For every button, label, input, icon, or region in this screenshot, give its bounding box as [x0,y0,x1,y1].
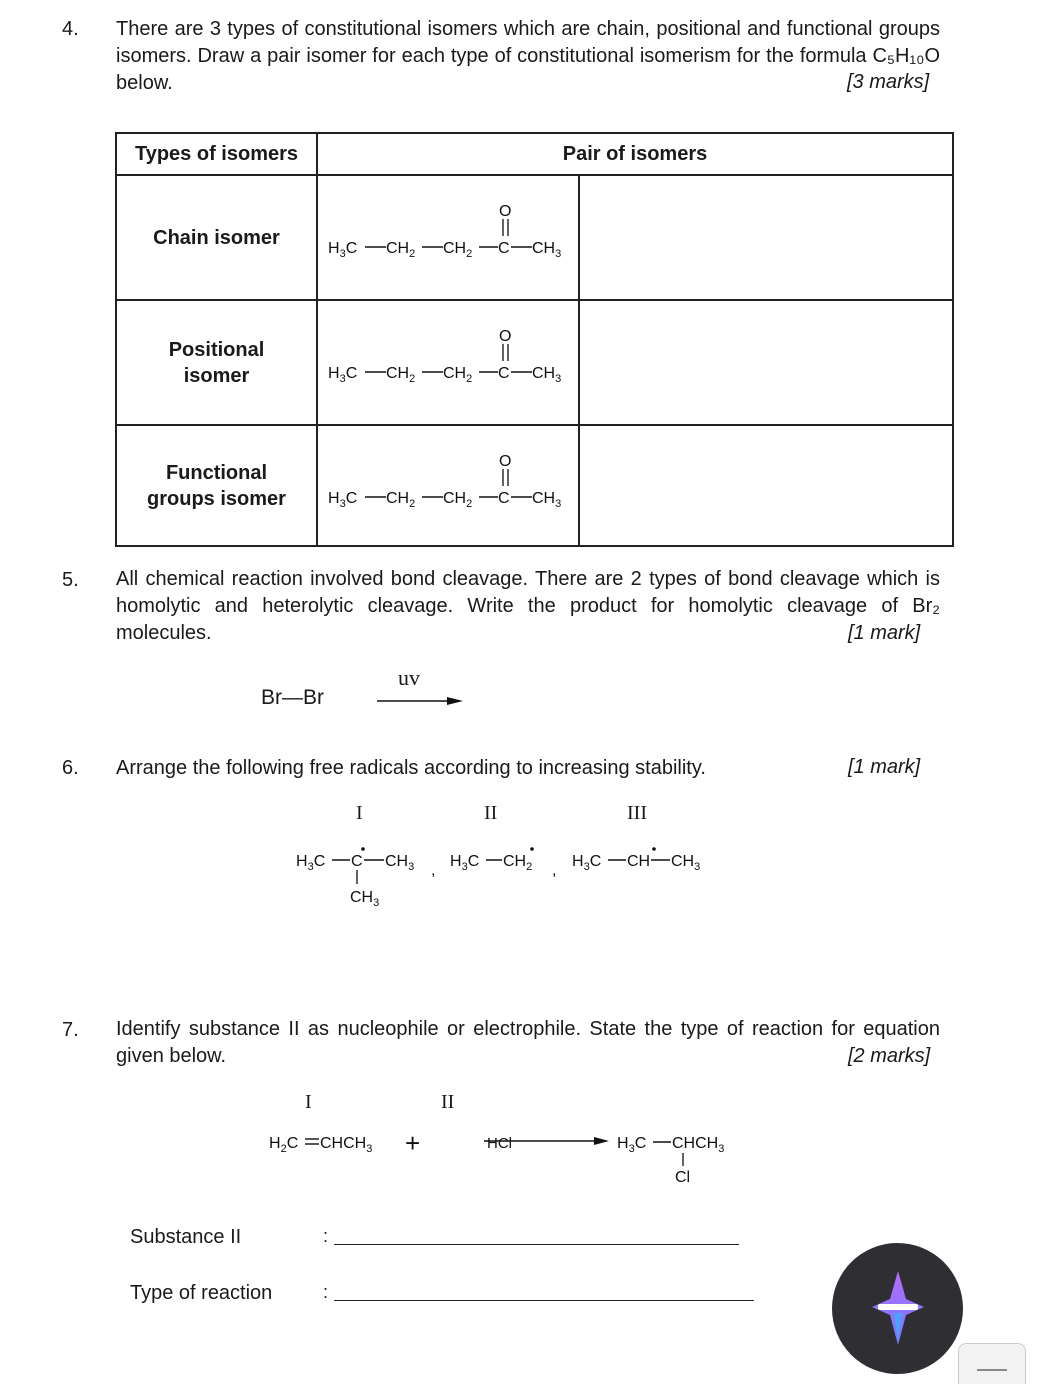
reactant-label-2: II [441,1091,455,1113]
answer-line-reaction[interactable] [334,1300,754,1301]
svg-text:CHCH3: $CHCH_3$ [320,1135,373,1155]
svg-text:+: + [405,1128,421,1158]
radical-label-3: III [627,802,647,824]
q6-number: 6. [62,757,79,779]
menu-handle-icon [959,1344,1025,1384]
svg-text:,: , [431,862,436,879]
svg-text:CH2: $CH_2$ [386,365,416,385]
answer-cell-positional[interactable] [579,300,953,425]
svg-text:O: O [499,328,512,345]
svg-text:C: C [498,490,510,507]
structure-cell [317,300,579,425]
q4-marks: [3 marks] [847,71,930,93]
svg-text:O: O [499,453,512,470]
svg-text:CH3: $CH_3$ [532,490,562,510]
header-types: Types of isomers [116,133,317,175]
uv-condition: uv [398,665,420,690]
br2-reactant: Br—Br [261,686,324,709]
svg-text:CH2: $CH_2$ [386,240,416,260]
svg-text:CH2: $CH_2$ [443,490,473,510]
q6-text: Arrange the following free radicals according to increasing stability. [116,757,706,779]
svg-text:CH2: $CH_2$ [386,490,416,510]
ai-assistant-button[interactable] [832,1243,963,1374]
q6-marks: [1 mark] [848,756,921,778]
addition-equation [265,1120,745,1190]
svg-text:CH: CH [627,853,651,870]
svg-text:CH3: $CH_3$ [532,240,562,260]
ketone-structure [318,301,578,419]
q7-number: 7. [62,1019,79,1041]
svg-text:HCl: HCl [487,1135,512,1152]
q5-number: 5. [62,569,79,591]
radical-label-2: II [484,802,498,824]
structure-cell [317,425,579,546]
q4-number: 4. [62,18,79,40]
svg-text:Cl: Cl [675,1169,691,1186]
svg-text:H3C: $H_3C$ [450,853,480,873]
answer-line-substance[interactable] [334,1244,739,1245]
header-pairs: Pair of isomers [317,133,953,175]
svg-text:H3C: $H_3C$ [572,853,602,873]
svg-text:H3C: $H_3C$ [296,853,326,873]
svg-text:H3C: $H_3C$ [328,240,358,260]
row-label-chain: Chain isomer [116,175,317,300]
ketone-structure [318,176,578,294]
svg-text:H3C: $H_3C$ [328,490,358,510]
q4-text: There are 3 types of constitutional isomers which are chain, positional and functional groups isomers. Draw a pair isomer for each type of constitutional isomerism for the formula C₅H₁₀O below. [116,18,940,94]
q5-text: All chemical reaction involved bond cleavage. There are 2 types of bond cleavage which is homolytic and heterolytic cleavage. Write the product for homolytic cleavage of Br₂ molecules. [116,568,940,644]
svg-text:CH2: $CH_2$ [443,240,473,260]
radicals-structures [290,835,720,915]
svg-text:CH2: $CH_2$ [503,853,533,873]
bottom-tab-handle[interactable] [958,1343,1026,1384]
ketone-structure [318,426,578,540]
svg-text:CHCH3: $CHCH_3$ [672,1135,725,1155]
answer-label-substance: Substance II [130,1226,242,1248]
sparkle-plus-icon [832,1243,963,1374]
q7-text: Identify substance II as nucleophile or electrophile. State the type of reaction for equation given below. [116,1018,940,1067]
svg-text:C: C [498,240,510,257]
svg-text:CH3: $CH_3$ [532,365,562,385]
svg-text:H3C: $H_3C$ [328,365,358,385]
answer-cell-chain[interactable] [579,175,953,300]
row-label-functional: Functional groups isomer [116,425,317,546]
svg-text:C: C [351,853,363,870]
answer-sep-reaction: : [323,1282,329,1302]
reactant-label-1: I [305,1091,312,1113]
structure-cell [317,175,579,300]
answer-label-reaction: Type of reaction [130,1282,273,1304]
q7-marks: [2 marks] [848,1045,931,1067]
svg-text:H2C: $H_2C$ [269,1135,299,1155]
radical-label-1: I [356,802,363,824]
svg-text:CH3: $CH_3$ [350,889,380,909]
svg-text:CH3: $CH_3$ [385,853,415,873]
svg-text:,: , [552,862,557,879]
svg-text:CH2: $CH_2$ [443,365,473,385]
answer-sep-substance: : [323,1226,329,1246]
svg-text:O: O [499,203,512,220]
reaction-arrow-icon [375,694,467,708]
svg-text:CH3: $CH_3$ [671,853,701,873]
answer-cell-functional[interactable] [579,425,953,546]
svg-text:C: C [498,365,510,382]
q5-answer-area[interactable] [478,680,678,710]
q5-marks: [1 mark] [848,622,921,644]
svg-text:H3C: $H_3C$ [617,1135,647,1155]
isomers-table [115,132,954,547]
row-label-positional: Positional isomer [116,300,317,425]
